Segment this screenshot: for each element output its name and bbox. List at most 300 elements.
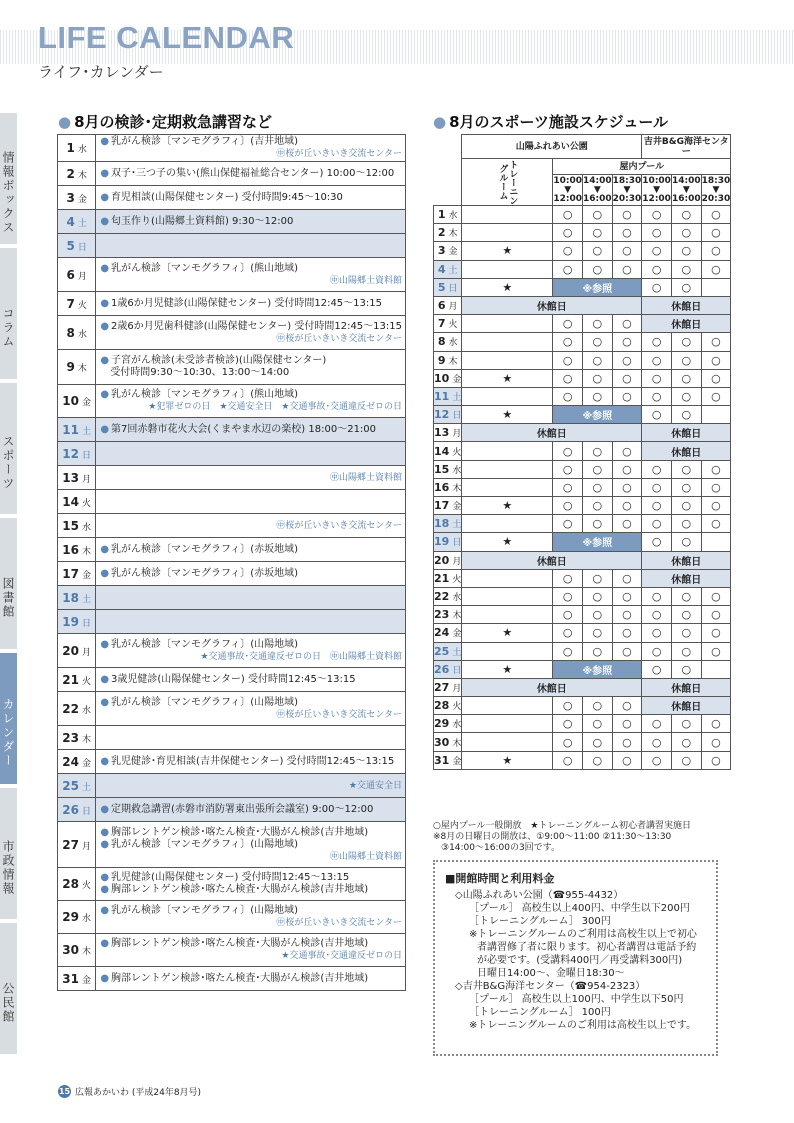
date-cell — [58, 385, 96, 418]
date-cell — [434, 606, 462, 624]
schedule-row — [434, 278, 731, 296]
event-line — [100, 544, 402, 556]
sidebar-tab[interactable]: 図書館 — [0, 518, 17, 649]
weekday: 木 — [82, 734, 92, 745]
open-mark: ○ — [671, 406, 701, 424]
day-number: 9 — [66, 360, 75, 374]
star-mark: ★ — [462, 497, 553, 515]
venue-note: ★交通安全日 — [348, 780, 402, 791]
date-cell — [434, 224, 462, 242]
event-text: 胸部レントゲン検診･喀たん検査･大腸がん検診(吉井地域) — [111, 826, 369, 838]
time-start: 18:30 — [701, 175, 731, 186]
page-subtitle: ライフ･カレンダー — [38, 63, 164, 81]
open-mark: ○ — [582, 606, 612, 624]
open-mark: ○ — [582, 369, 612, 387]
sidebar-tab[interactable]: コラム — [0, 248, 17, 379]
fee-line: ［トレーニングルーム］ 100円 — [469, 1007, 611, 1018]
page-number: 15 — [58, 1087, 71, 1096]
venue-note: ★犯罪ゼロの日 ★交通安全日 ★交通事故･交通違反ゼロの日 — [148, 402, 402, 412]
empty-cell — [462, 642, 553, 660]
open-mark: ○ — [671, 387, 701, 405]
time-start: 10:00 — [553, 175, 582, 186]
open-mark: ○ — [612, 369, 642, 387]
weekday: 木 — [77, 364, 87, 374]
day-number: 11 — [62, 422, 79, 437]
star-mark: ★ — [462, 533, 553, 551]
checkup-row — [58, 442, 406, 466]
event-cell — [96, 442, 406, 466]
sports-notes — [433, 821, 733, 854]
day-number: 5 — [437, 280, 446, 294]
schedule-row — [434, 369, 731, 387]
time-slot-header — [671, 175, 701, 206]
day-number: 17 — [434, 499, 450, 513]
open-mark: ○ — [612, 624, 642, 642]
date-cell — [58, 562, 96, 586]
date-cell — [434, 751, 462, 769]
checkup-row — [58, 186, 406, 210]
day-number: 23 — [62, 730, 79, 745]
weekday: 金 — [452, 756, 462, 767]
checkup-row — [58, 868, 406, 901]
open-mark: ○ — [671, 587, 701, 605]
empty-cell — [462, 606, 553, 624]
checkup-row — [58, 774, 406, 798]
checkup-row — [58, 562, 406, 586]
fee-line: ［プール］ 高校生以上400円、中学生以下200円 — [469, 903, 690, 914]
event-line — [100, 884, 402, 896]
event-text: 乳がん検診〔マンモグラフィ〕(山陽地域) — [111, 838, 299, 850]
closed-cell: 休館日 — [462, 296, 642, 314]
event-cell — [96, 868, 406, 901]
day-number: 24 — [434, 626, 450, 640]
date-cell — [434, 715, 462, 733]
event-text: 胸部レントゲン検診･喀たん検査･大腸がん検診(吉井地域) — [111, 884, 369, 895]
event-line — [100, 839, 402, 851]
weekday: 金 — [82, 570, 92, 581]
date-cell — [58, 610, 96, 634]
open-mark: ○ — [582, 315, 612, 333]
time-end: 16:00 — [671, 193, 701, 204]
schedule-row — [434, 497, 731, 515]
open-mark: ○ — [553, 242, 583, 260]
day-number: 4 — [66, 214, 75, 229]
venue-note: ㊥桜が丘いきいき交流センター — [276, 918, 402, 928]
page-title: LIFE CALENDAR — [38, 20, 295, 55]
weekday: 土 — [77, 218, 87, 229]
open-mark: ○ — [612, 351, 642, 369]
event-cell — [96, 162, 406, 186]
fee-line: 者講習修了者に限ります。初心者講習は電話予約 — [477, 942, 697, 953]
date-cell — [434, 460, 462, 478]
schedule-row — [434, 224, 731, 242]
weekday: 金 — [82, 398, 92, 408]
date-cell — [58, 186, 96, 210]
empty-cell — [462, 351, 553, 369]
event-text: 子宮がん検診(未受診者検診)(山陽保健センター) — [111, 355, 327, 366]
fees-box — [433, 860, 718, 1056]
date-cell — [434, 278, 462, 296]
open-mark: ○ — [582, 351, 612, 369]
checkup-row — [58, 934, 406, 967]
time-start: 10:00 — [642, 175, 671, 186]
day-number: 28 — [434, 699, 450, 713]
weekday: 日 — [452, 538, 462, 549]
checkup-row — [58, 967, 406, 991]
date-cell — [434, 642, 462, 660]
fee-line: ※トレーニングルームのご利用は高校生以上です。 — [469, 1020, 697, 1031]
checkup-calendar-table — [57, 134, 406, 991]
star-mark: ★ — [462, 751, 553, 769]
open-mark: ○ — [612, 460, 642, 478]
closed-cell: 休館日 — [642, 442, 731, 460]
day-number: 4 — [437, 262, 446, 276]
event-cell — [96, 668, 406, 692]
date-cell — [58, 868, 96, 901]
day-number: 26 — [434, 662, 450, 676]
venue-note: ㊥山陽郷土資料館 — [329, 851, 402, 862]
open-mark: ○ — [582, 642, 612, 660]
star-mark: ★ — [462, 660, 553, 678]
date-cell — [58, 934, 96, 967]
empty-cell — [462, 206, 553, 224]
sidebar-tab[interactable]: 市政情報 — [0, 788, 17, 919]
event-line — [100, 298, 402, 310]
event-cell — [96, 798, 406, 822]
open-mark: ○ — [671, 260, 701, 278]
open-mark: ○ — [701, 224, 731, 242]
time-slot-header — [582, 175, 612, 206]
open-mark: ○ — [671, 224, 701, 242]
open-mark: ○ — [642, 206, 672, 224]
day-number: 9 — [437, 353, 446, 367]
event-cell — [96, 466, 406, 490]
open-mark: ○ — [642, 515, 672, 533]
open-mark: ○ — [612, 642, 642, 660]
day-number: 30 — [434, 735, 450, 749]
day-number: 8 — [437, 335, 446, 349]
event-cell — [96, 967, 406, 991]
date-cell — [434, 533, 462, 551]
open-mark: ○ — [612, 715, 642, 733]
day-number: 6 — [66, 267, 75, 282]
event-line — [100, 639, 402, 651]
weekday: 月 — [82, 841, 92, 852]
date-cell — [434, 406, 462, 424]
bullet-icon: ● — [100, 803, 110, 815]
event-line — [100, 192, 402, 204]
date-cell — [434, 206, 462, 224]
event-cell — [96, 538, 406, 562]
open-mark: ○ — [701, 733, 731, 751]
weekday: 日 — [452, 665, 462, 676]
weekday: 土 — [82, 782, 92, 793]
date-cell — [58, 726, 96, 750]
schedule-row — [434, 351, 731, 369]
time-end: 12:00 — [642, 193, 671, 204]
event-text: 育児相談(山陽保健センター) 受付時間9:45～10:30 — [111, 191, 343, 203]
sidebar-tab[interactable]: 情報ボックス — [0, 113, 17, 244]
event-text: 定期救急講習(赤磐市消防署東出張所会議室) 9:00～12:00 — [111, 803, 374, 815]
date-cell — [434, 551, 462, 569]
bullet-icon: ● — [100, 696, 110, 708]
time-start: 18:30 — [612, 175, 642, 186]
time-end: 20:30 — [701, 193, 731, 204]
event-cell — [96, 292, 406, 316]
weekday: 水 — [452, 465, 462, 476]
open-mark: ○ — [642, 351, 672, 369]
open-mark: ○ — [582, 569, 612, 587]
date-cell — [434, 733, 462, 751]
empty-cell — [462, 697, 553, 715]
event-text: 匂玉作り(山陽郷土資料館) 9:30～12:00 — [111, 215, 294, 227]
date-cell — [434, 242, 462, 260]
weekday: 火 — [77, 300, 87, 311]
day-number: 22 — [62, 701, 79, 716]
bullet-icon: ● — [100, 167, 110, 179]
bullet-icon: ● — [100, 355, 110, 366]
checkup-row — [58, 538, 406, 562]
fee-line: ◇山陽ふれあい公園（☎955-4432） — [455, 890, 624, 901]
day-number: 1 — [437, 208, 446, 222]
date-cell — [434, 569, 462, 587]
open-mark: ○ — [612, 697, 642, 715]
weekday: 水 — [448, 211, 458, 222]
open-mark: ○ — [612, 587, 642, 605]
empty-cell — [462, 460, 553, 478]
see-note-cell: ※参照 — [553, 406, 642, 424]
weekday: 月 — [448, 302, 458, 313]
weekday: 木 — [452, 611, 462, 622]
weekday: 土 — [82, 594, 92, 605]
open-mark: ○ — [642, 606, 672, 624]
bullet-icon: ● — [100, 872, 110, 883]
event-cell — [96, 210, 406, 234]
empty-cell — [462, 224, 553, 242]
closed-cell: 休館日 — [642, 569, 731, 587]
empty-cell — [462, 260, 553, 278]
star-mark: ★ — [462, 278, 553, 296]
open-mark: ○ — [671, 751, 701, 769]
schedule-row — [434, 333, 731, 351]
weekday: 火 — [452, 447, 462, 458]
open-mark: ○ — [701, 624, 731, 642]
see-note-cell: ※参照 — [553, 660, 642, 678]
checkup-row — [58, 822, 406, 868]
event-cell — [96, 610, 406, 634]
date-cell — [434, 315, 462, 333]
schedule-row — [434, 406, 731, 424]
date-cell — [58, 466, 96, 490]
checkup-row — [58, 798, 406, 822]
weekday: 土 — [452, 392, 462, 403]
time-slot-header — [612, 175, 642, 206]
weekday: 水 — [82, 914, 92, 924]
event-line — [100, 674, 402, 686]
sports-title-text: 8月のスポーツ施設スケジュール — [449, 113, 669, 131]
closed-cell: 休館日 — [642, 551, 731, 569]
sidebar-tab[interactable]: カレンダー — [0, 653, 17, 784]
facility2-header — [642, 135, 731, 159]
weekday: 木 — [452, 738, 462, 749]
day-number: 13 — [434, 426, 450, 440]
open-mark: ○ — [612, 260, 642, 278]
date-cell — [58, 135, 96, 162]
day-number: 18 — [434, 517, 450, 531]
open-mark: ○ — [612, 515, 642, 533]
day-number: 16 — [62, 542, 79, 557]
empty-cell — [701, 660, 731, 678]
time-end: 20:30 — [612, 193, 642, 204]
event-line — [100, 872, 402, 884]
open-mark: ○ — [671, 333, 701, 351]
date-cell — [434, 333, 462, 351]
open-mark: ○ — [553, 387, 583, 405]
date-cell — [58, 316, 96, 350]
empty-cell — [462, 315, 553, 333]
sidebar-nav — [0, 113, 30, 1058]
schedule-row — [434, 260, 731, 278]
date-cell — [58, 490, 96, 514]
weekday: 月 — [452, 683, 462, 694]
open-mark: ○ — [671, 660, 701, 678]
date-cell — [434, 697, 462, 715]
open-mark: ○ — [642, 260, 672, 278]
note-line: ○屋内プール一般開放 ★トレーニングルーム初心者講習実施日 — [433, 821, 692, 831]
date-cell — [434, 387, 462, 405]
weekday: 木 — [448, 229, 458, 240]
open-mark: ○ — [701, 478, 731, 496]
venue-note: ㊥桜が丘いきいき交流センター — [276, 333, 402, 344]
fees-title: ■開館時間と利用料金 — [445, 872, 555, 885]
event-cell — [96, 316, 406, 350]
event-cell — [96, 135, 406, 162]
weekday: 水 — [452, 720, 462, 731]
event-cell — [96, 774, 406, 798]
closed-cell: 休館日 — [642, 424, 731, 442]
event-cell — [96, 562, 406, 586]
event-line — [100, 568, 402, 580]
event-text: 受付時間9:30～10:30、13:00～14:00 — [110, 367, 290, 378]
schedule-row — [434, 296, 731, 314]
bullet-icon: ● — [100, 972, 110, 984]
weekday: 月 — [77, 271, 87, 282]
checkup-row — [58, 514, 406, 538]
schedule-row — [434, 624, 731, 642]
weekday: 日 — [82, 806, 92, 817]
schedule-row — [434, 242, 731, 260]
open-mark: ○ — [642, 587, 672, 605]
day-number: 7 — [437, 317, 446, 331]
event-text: 乳がん検診〔マンモグラフィ〕(赤坂地域) — [111, 543, 299, 555]
open-mark: ○ — [612, 733, 642, 751]
open-mark: ○ — [553, 442, 583, 460]
date-cell — [58, 901, 96, 934]
open-mark: ○ — [701, 206, 731, 224]
closed-cell: 休館日 — [642, 315, 731, 333]
event-text: 胸部レントゲン検診･喀たん検査･大腸がん検診(吉井地域) — [111, 938, 369, 949]
weekday: 日 — [82, 618, 92, 629]
star-mark: ★ — [462, 242, 553, 260]
open-mark: ○ — [671, 369, 701, 387]
bullet-icon: ● — [100, 320, 110, 332]
day-number: 27 — [62, 837, 79, 852]
date-cell — [434, 587, 462, 605]
bullet-icon: ● — [100, 262, 110, 274]
date-cell — [434, 260, 462, 278]
schedule-row — [434, 642, 731, 660]
event-line — [100, 938, 402, 950]
open-mark: ○ — [612, 387, 642, 405]
checkup-row — [58, 634, 406, 668]
empty-cell — [462, 733, 553, 751]
checkup-row — [58, 350, 406, 385]
weekday: 水 — [77, 329, 87, 340]
fee-line: ［プール］ 高校生以上100円、中学生以下50円 — [469, 994, 684, 1005]
event-cell — [96, 750, 406, 774]
venue-note: ㊥桜が丘いきいき交流センター — [276, 149, 402, 159]
open-mark: ○ — [642, 624, 672, 642]
weekday: 木 — [448, 356, 458, 367]
time-end: 12:00 — [553, 193, 582, 204]
date-cell — [434, 351, 462, 369]
weekday: 火 — [452, 702, 462, 713]
event-text: 乳がん検診〔マンモグラフィ〕(熊山地域) — [111, 389, 299, 400]
fee-line: ※トレーニングルームのご利用は高校生以上で初心 — [469, 929, 697, 940]
bullet-icon: ● — [100, 638, 110, 650]
day-number: 19 — [434, 535, 450, 549]
footer-text: 広報あかいわ (平成24年8月号) — [75, 1088, 202, 1098]
event-cell — [96, 634, 406, 668]
day-number: 24 — [62, 754, 79, 769]
event-line — [100, 355, 402, 367]
open-mark: ○ — [701, 751, 731, 769]
bullet-dot-icon: ● — [58, 113, 72, 131]
bullet-icon: ● — [100, 905, 110, 916]
open-mark: ○ — [642, 224, 672, 242]
date-cell — [434, 660, 462, 678]
day-number: 16 — [434, 480, 450, 494]
schedule-row — [434, 569, 731, 587]
open-mark: ○ — [553, 260, 583, 278]
open-mark: ○ — [642, 387, 672, 405]
open-mark: ○ — [671, 242, 701, 260]
open-mark: ○ — [582, 497, 612, 515]
schedule-row — [434, 533, 731, 551]
star-mark: ★ — [462, 369, 553, 387]
schedule-row — [434, 206, 731, 224]
empty-cell — [701, 406, 731, 424]
weekday: 土 — [452, 520, 462, 531]
day-number: 8 — [66, 325, 75, 340]
fee-line: 日曜日14:00～、金曜日18:30～ — [477, 968, 625, 979]
checkup-row — [58, 292, 406, 316]
sidebar-tab[interactable]: 公民館 — [0, 923, 17, 1054]
day-number: 3 — [437, 244, 446, 258]
bullet-icon: ● — [100, 938, 110, 949]
event-text: 乳がん検診〔マンモグラフィ〕(赤坂地域) — [111, 567, 299, 579]
fee-line: ［トレーニングルーム］ 300円 — [469, 916, 611, 927]
open-mark: ○ — [642, 642, 672, 660]
empty-cell — [462, 515, 553, 533]
open-mark: ○ — [642, 478, 672, 496]
date-cell — [434, 296, 462, 314]
schedule-row — [434, 678, 731, 696]
sidebar-tab[interactable]: スポーツ — [0, 383, 17, 514]
venue-note: ★交通事故･交通違反ゼロの日 — [281, 951, 402, 961]
open-mark: ○ — [553, 460, 583, 478]
open-mark: ○ — [671, 715, 701, 733]
